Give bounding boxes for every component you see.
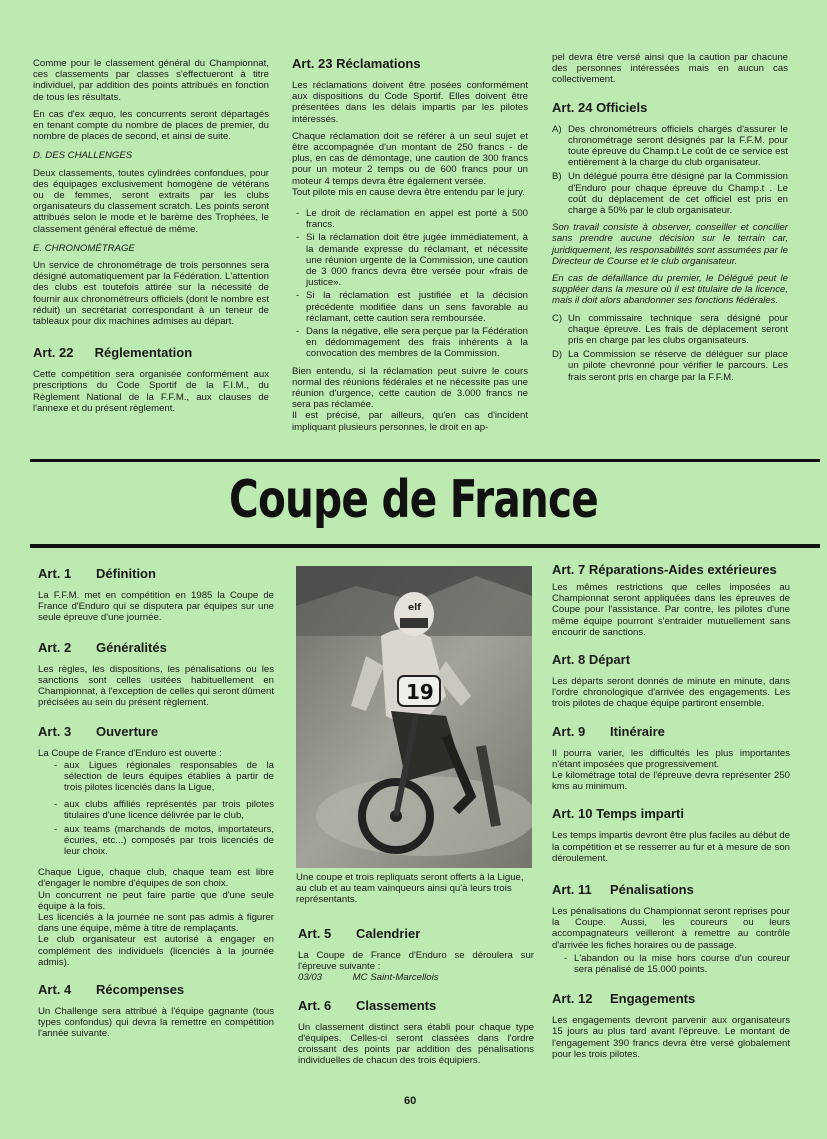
calendar-entry bbox=[298, 972, 534, 983]
calendar-date: 03/03 bbox=[298, 972, 323, 984]
list-item: - Si la réclamation est justifiée et la décision précédente modifiée dans un sens favorable au réclamant, cette caution sera remboursée. bbox=[306, 290, 528, 324]
paragraph: La Coupe de France d'Enduro se déroulera sur l'épreuve suivante : bbox=[298, 950, 534, 973]
paragraph: Les licenciés à la journée ne sont pas admis à figurer dans une équipe, même à titre de remplaçants. bbox=[38, 912, 274, 935]
subheading-challenges: D. DES CHALLENGES bbox=[33, 150, 133, 162]
subheading-chronometrage: E. CHRONOMÉTRAGE bbox=[33, 242, 135, 254]
italic-paragraph: Son travail consiste à observer, conseiller et concilier sans prendre aucune décision sur le terrain car, juridiquement, les responsabilités sont assumées par le Directeur de Course et le club organisateur. bbox=[552, 222, 788, 267]
paragraph: Les règles, les dispositions, les pénalisations ou les sanctions sont celles usitées habituellement en Championnat, à l'exception de celles qui seront dûment précisées au sein du présent règlement. bbox=[38, 663, 274, 709]
article-7-heading: Art. 7 Réparations-Aides extérieures bbox=[552, 562, 777, 577]
paragraph: La F.F.M. met en compétition en 1985 la Coupe de France d'Enduro qui se disputera par équipes sur une seule épreuve d'une journée. bbox=[38, 590, 274, 624]
bottom-rule bbox=[30, 544, 820, 548]
paragraph: Les mêmes restrictions que celles imposées au Championnat seront appliquées dans les épreuves de Coupe pour l'assistance. Par contre, les pilotes d'une même équipe pourront s'entraider mutuellement sans encourir de sanctions. bbox=[552, 582, 790, 638]
paragraph: En cas d'ex æquo, les concurrents seront départagés en tenant compte du nombre de places de premier, du nombre de places de second, et ainsi de suite. bbox=[33, 108, 269, 143]
top-rule bbox=[30, 459, 820, 462]
list-item: - aux Ligues régionales responsables de la sélection de leurs équipes établies à partir de trois pilotes licenciés dans la Ligue, bbox=[64, 760, 274, 794]
article-11-heading: Art. 11 Pénalisations bbox=[552, 882, 694, 898]
list-item: D) La Commission se réserve de déléguer sur place un pilote chevronné pour vérifier le parcours. Les frais seront pris en charge par la F.F.M. bbox=[552, 349, 788, 383]
paragraph: Les pénalisations du Championnat seront reprises pour la Coupe. Aussi, les coureurs ou leurs accompagnateurs veilleront à remettre au contrôle d'arrivée les fiches horaires ou de passage. bbox=[552, 906, 790, 951]
paragraph: Un concurrent ne peut faire partie que d'une seule équipe à la fois. bbox=[38, 889, 274, 912]
paragraph: Un Challenge sera attribué à l'équipe gagnante (tous types confondus) qui devra la remettre en compétition l'année suivante. bbox=[38, 1006, 274, 1040]
paragraph: Les engagements devront parvenir aux organisateurs 15 jours au plus tard avant l'épreuve. Le montant de l'engagement 390 francs devra être versé globalement pour les trois pilotes. bbox=[552, 1015, 790, 1060]
list-item: - aux teams (marchands de motos, importateurs, écuries, etc...) composés par trois licenciés de leur choix. bbox=[64, 824, 274, 858]
top-column-2 bbox=[292, 52, 528, 439]
paragraph: Le club organisateur est autorisé à engager en complément des individuels (licenciés à la journée admis). bbox=[38, 934, 274, 968]
article-1-heading: Art. 1 Définition bbox=[38, 566, 156, 581]
italic-paragraph: En cas de défaillance du premier, le Délégué peut le suppléer dans la mesure où il est titulaire de la licence, mais il doit alors abandonner ses fonctions fédérales. bbox=[552, 273, 788, 307]
top-column-3 bbox=[552, 52, 788, 389]
paragraph: Le kilométrage total de l'épreuve devra représenter 250 kms au minimum. bbox=[552, 770, 790, 793]
paragraph: Les temps impartis devront être plus faciles au début de la compétition et se resserrer au fur et à mesure de son déroulement. bbox=[552, 830, 790, 864]
enduro-rider-photo bbox=[296, 566, 532, 868]
list-item: B) Un délégué pourra être désigné par la Commission d'Enduro pour chaque épreuve du Champ.t . Le coût du déplacement de cet officiel est pris en charge à 50% par le club organisateur. bbox=[552, 171, 788, 217]
paragraph: pel devra être versé ainsi que la caution par chacune des personnes intéressées mais en aucun cas collectivement. bbox=[552, 52, 788, 86]
paragraph: Tout pilote mis en cause devra être entendu par le jury. bbox=[292, 186, 525, 198]
article-3-heading: Art. 3 Ouverture bbox=[38, 724, 159, 740]
bottom-column-1 bbox=[38, 562, 274, 1046]
paragraph: Les réclamations doivent être posées conformément aux dispositions du Code Sportif. Elles doivent être présentées dans les délais impartis par les pilotes intéressés. bbox=[292, 80, 528, 125]
article-4-heading: Art. 4 Récompenses bbox=[38, 982, 185, 998]
paragraph: Il pourra varier, les difficultés les plus importantes n'étant imposées que progressivement. bbox=[552, 747, 790, 770]
article-5-heading: Art. 5 Calendrier bbox=[298, 926, 421, 941]
paragraph: Un service de chronométrage de trois personnes sera désigné automatiquement par la Fédération. L'attention des clubs est toutefois attirée sur la nécessité de fournir aux chronométreurs officiels (dont le nombre est réduit) un secrétariat correspondant à un teneur de tableaux pour dix machines admises au départ. bbox=[33, 260, 269, 328]
article-number: Art. 22 bbox=[33, 345, 74, 361]
list-item: - Le droit de réclamation en appel est porté à 500 francs. bbox=[306, 208, 528, 230]
paragraph: La Coupe de France d'Enduro est ouverte : bbox=[38, 748, 222, 760]
paragraph: Chaque réclamation doit se référer à un seul sujet et être accompagnée d'un montant de 250 francs - de plus, en cas de démontage, une caution de 300 francs pour un moteur 2 temps ou de 600 francs pour un moteur 4 temps devra être également versée. bbox=[292, 130, 528, 187]
officials-list-cont bbox=[552, 313, 788, 383]
paragraph: Cette compétition sera organisée conformément aux prescriptions du Code Sportif de la F.I.M., du Règlement National de la F.F.M., aux clauses de l'annexe et du présent règlement. bbox=[33, 369, 269, 414]
article-9-heading: Art. 9 Itinéraire bbox=[552, 723, 665, 739]
paragraph: Un classement distinct sera établi pour chaque type d'équipes. Celles-ci seront classées dans l'ordre croissant des points par addition des pénalisations individuelles de chacun des trois équipiers. bbox=[298, 1021, 534, 1067]
article-title: Réglementation bbox=[94, 345, 193, 361]
paragraph: Il est précisé, par ailleurs, qu'en cas d'incident impliquant plusieurs personnes, le droit en ap- bbox=[292, 410, 528, 433]
paragraph: Chaque Ligue, chaque club, chaque team est libre d'engager le nombre d'équipes de son choix. bbox=[38, 867, 274, 890]
list-item: - aux clubs affiliés représentés par trois pilotes titulaires d'une licence délivrée par le club, bbox=[64, 799, 274, 821]
article-10-heading: Art. 10 Temps imparti bbox=[552, 806, 684, 822]
paragraph: Comme pour le classement général du Championnat, ces classements par classes s'effectueront à titre individuel, par addition des points attribués en fonction de tous les résultats. bbox=[33, 58, 269, 103]
paragraph: Les départs seront donnés de minute en minute, dans l'ordre chronologique d'arrivée des engagements. Les trois pilotes de chaque équipe partiront ensemble. bbox=[552, 676, 790, 710]
photo-illustration bbox=[296, 566, 532, 868]
article-24-heading: Art. 24 Officiels bbox=[552, 99, 648, 115]
list-item: - Si la réclamation doit être jugée immédiatement, à la demande expresse du réclamant, et nécessite une réunion urgente de la Commission, une caution de 3 000 francs devra être versée pour «frais de justice». bbox=[306, 232, 528, 288]
number-plate-text: 19 bbox=[406, 680, 434, 704]
dash-list bbox=[38, 760, 274, 858]
list-item: - L'abandon ou la mise hors course d'un coureur sera pénalisé de 15.000 points. bbox=[574, 953, 790, 975]
list-item: C) Un commissaire technique sera désigné pour chaque épreuve. Les frais de déplacement seront pris en charge par les clubs organisateurs. bbox=[552, 312, 788, 347]
helmet-logo: elf bbox=[408, 603, 422, 613]
article-2-heading: Art. 2 Généralités bbox=[38, 639, 167, 655]
article-12-heading: Art. 12 Engagements bbox=[552, 991, 696, 1007]
helmet-icon bbox=[394, 592, 434, 636]
list-item: - Dans la négative, elle sera perçue par la Fédération en dédommagement des frais inhérents à la convocation des membres de la Commission. bbox=[306, 326, 528, 360]
paragraph: Deux classements, toutes cylindrées confondues, pour des équipages exclusivement homogène de vétérans ou de femmes, seront extraits par les clubs organisateurs du classement scratch. Les points seront attribués selon le mode et le barème des Trophées, le classement général effectué de même. bbox=[33, 167, 269, 235]
officials-list bbox=[552, 124, 788, 217]
list-item: A) Des chronométreurs officiels chargés d'assurer le chronométrage seront désignés par la F.F.M. pour toute épreuve du Champ.t Le coût de ce service est entièrement à la charge du club organisateur. bbox=[552, 123, 788, 169]
page-number: 60 bbox=[404, 1095, 417, 1107]
top-column-1 bbox=[33, 58, 269, 420]
dash-list bbox=[552, 953, 790, 975]
bottom-column-2 bbox=[298, 916, 534, 1072]
paragraph: Bien entendu, si la réclamation peut suivre le cours normal des réunions fédérales et ne nécessite pas une réunion d'urgence, cette caution de 3.000 francs ne sera pas réclamée. bbox=[292, 365, 528, 411]
calendar-place: MC Saint-Marcellois bbox=[352, 972, 439, 984]
article-22-heading bbox=[33, 345, 269, 361]
article-6-heading: Art. 6 Classements bbox=[298, 997, 437, 1013]
section-banner-title: Coupe de France bbox=[228, 470, 599, 530]
bottom-column-3 bbox=[552, 556, 790, 1066]
article-23-heading: Art. 23 Réclamations bbox=[292, 56, 421, 71]
dash-list bbox=[292, 208, 528, 360]
article-8-heading: Art. 8 Départ bbox=[552, 652, 631, 668]
photo-caption: Une coupe et trois repliquats seront offerts à la Ligue, au club et au team vainqueurs ainsi qu'à leurs trois représentants. bbox=[296, 872, 524, 906]
